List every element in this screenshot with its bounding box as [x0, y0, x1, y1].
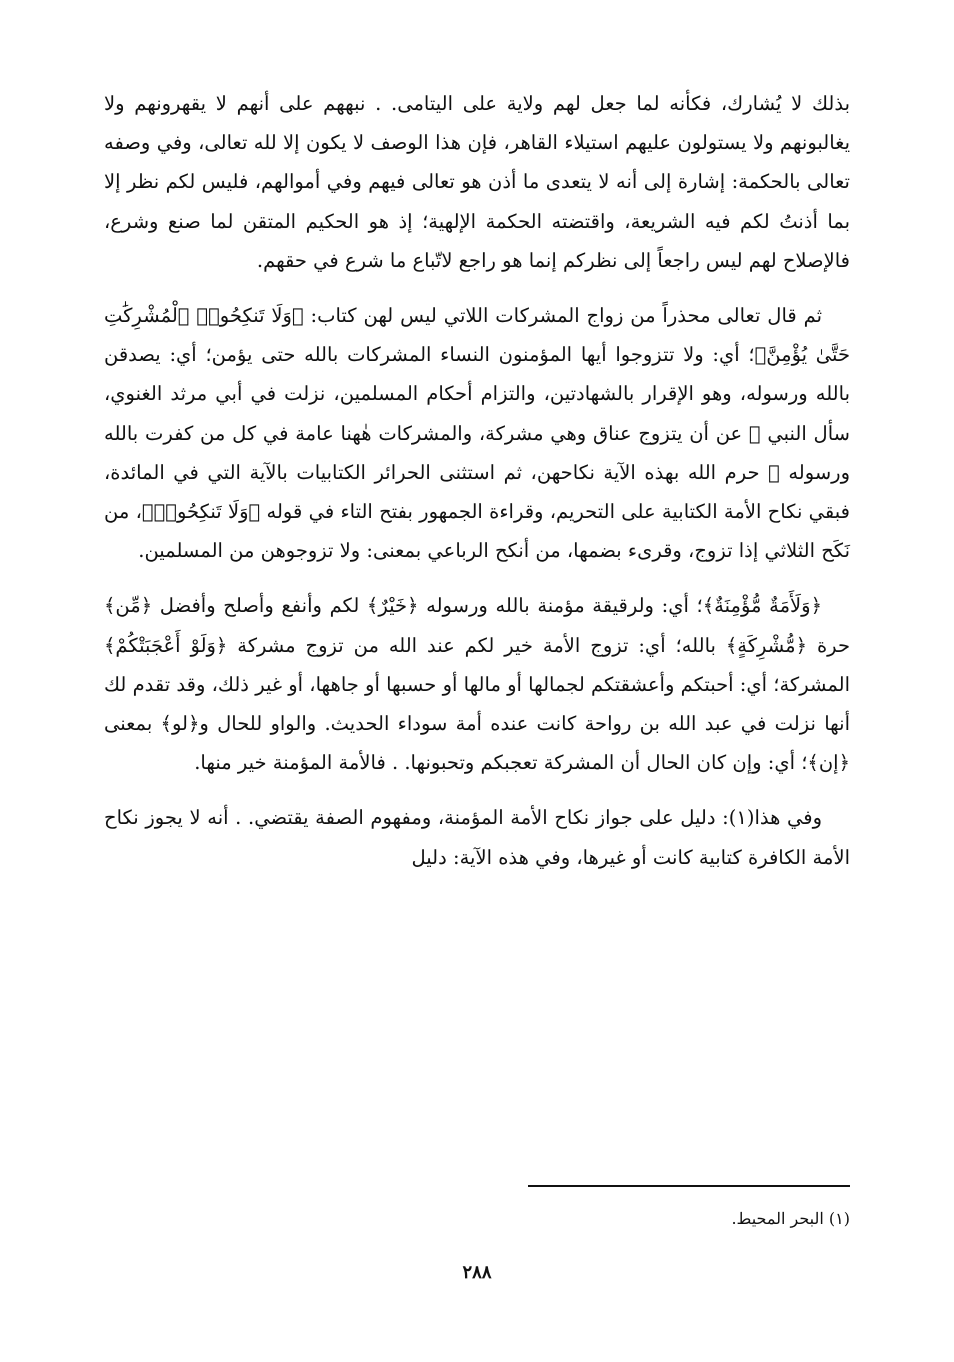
paragraph-4: وفي هذا(١): دليل على جواز نكاح الأمة المؤمنة، ومفهوم الصفة يقتضي. . أنه لا يجوز نكاح الأمة الكافرة كتابية كانت أو غيرها، وفي هذه الآية: دليل: [104, 806, 850, 869]
page-number: ٢٨٨: [462, 1262, 492, 1283]
paragraph-1: بذلك لا يُشارك، فكأنه لما جعل لهم ولاية على اليتامى. . نبههم على أنهم لا يقهرونهم ولا يغالبونهم ولا يستولون عليهم استيلاء القاهر، فإن هذا الوصف لا يكون إلا لله تعالى، وفي وصفه تعالى بالحكمة: إشارة إلى أنه لا يتعدى ما أذن هو تعالى فيهم وفي أموالهم، فليس لكم نظر إلا بما أذنتُ لكم فيه الشريعة، واقتضته الحكمة الإلهية؛ إذ هو الحكيم المتقن لما صنع وشرع، فالإصلاح لهم ليس راجعاً إلى نظركم إنما هو راجع لاتّباع ما شرع في حقهم.: [104, 92, 850, 272]
main-text: [104, 84, 850, 877]
paragraph-2: ثم قال تعالى محذراً من زواج المشركات اللاتي ليس لهن كتاب: ﴿وَلَا تَنكِحُوا۟ ٱلْمُشْرِكَٰتِ حَتَّىٰ يُؤْمِنَّ﴾؛ أي: ولا تتزوجوا أيها المؤمنون النساء المشركات بالله حتى يؤمن؛ أي: يصدقن بالله ورسوله، وهو الإقرار بالشهادتين، والتزام أحكام المسلمين، نزلت في أبي مرثد الغنوي، سأل النبي ﷺ عن أن يتزوج عناق وهي مشركة، والمشركات هٰهنا عامة في كل من كفرت بالله ورسوله ﷺ حرم الله بهذه الآية نكاحهن، ثم استثنى الحرائر الكتابيات بالآية التي في المائدة، فبقي نكاح الأمة الكتابية على التحريم، وقراءة الجمهور بفتح التاء في قوله ﴿وَلَا تَنكِحُوا۟﴾، من نَكَح الثلاثي إذا تزوج، وقرىء بضمها، من أنكح الرباعي بمعنى: ولا تزوجوهن من المسلمين.: [104, 304, 850, 563]
footnote-divider: [528, 1185, 850, 1187]
footnote: (١) البحر المحيط.: [731, 1209, 850, 1228]
paragraph-3: ﴿وَلَأَمَةٌ مُّؤْمِنَةٌ﴾؛ أي: ولرقيقة مؤمنة بالله ورسوله ﴿خَيْرٌ﴾ لكم وأنفع وأصلح وأفضل ﴿مِّن﴾ حرة ﴿مُّشْرِكَةٍ﴾ بالله؛ أي: تزوج الأمة خير لكم عند الله من تزوج مشركة ﴿وَلَوْ أَعْجَبَتْكُمْ﴾ المشركة؛ أي: أحبتكم وأعشقتكم لجمالها أو مالها أو حسبها أو جاهها، أو غير ذلك، وقد تقدم لك أنها نزلت في عبد الله بن رواحة كانت عنده أمة سوداء الحديث. والواو للحال و﴿لو﴾ بمعنى ﴿إن﴾؛ أي: وإن كان الحال أن المشركة تعجبكم وتحبونها. . فالأمة المؤمنة خير منها.: [104, 594, 850, 775]
